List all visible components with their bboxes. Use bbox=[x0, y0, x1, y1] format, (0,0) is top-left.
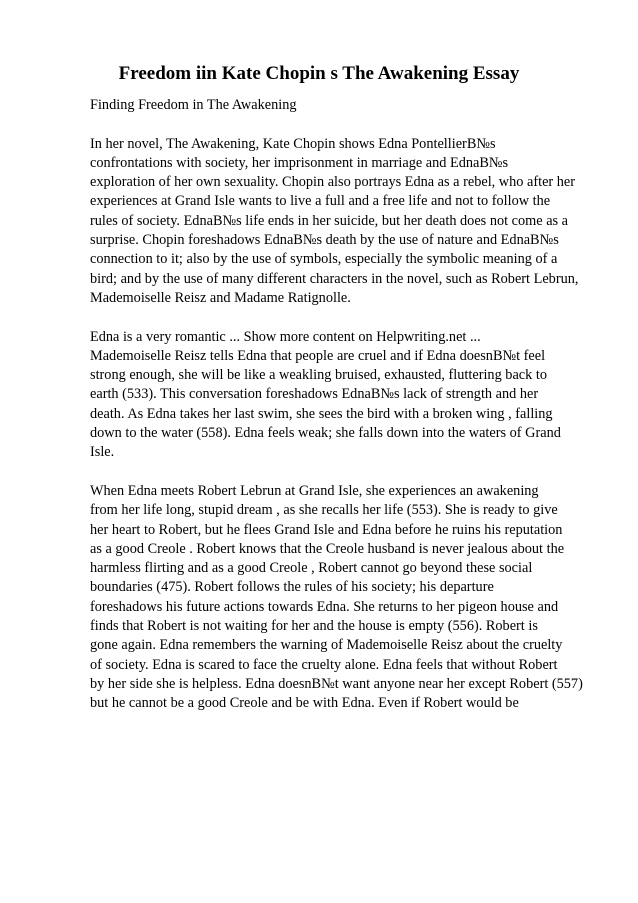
essay-paragraph-intro bbox=[90, 135, 595, 309]
essay-body bbox=[90, 96, 595, 733]
text-line: experiences at Grand Isle wants to live a full and a free life and not to follow the bbox=[90, 193, 551, 210]
text-line: Edna is a very romantic ... Show more content on Helpwriting.net ... bbox=[90, 328, 481, 345]
text-line: harmless flirting and as a good Creole , Robert cannot go beyond these social bbox=[90, 560, 533, 577]
text-line: bird; and by the use of many different characters in the novel, such as Robert Lebrun, bbox=[90, 270, 579, 287]
essay-title: Freedom iin Kate Chopin s The Awakening Essay bbox=[118, 63, 520, 84]
text-line: Isle. bbox=[90, 444, 115, 461]
text-line: Finding Freedom in The Awakening bbox=[90, 97, 297, 113]
text-line: of society. Edna is scared to face the cruelty alone. Edna feels that without Robert bbox=[90, 656, 558, 673]
text-line: rules of society. EdnaВ№s life ends in her suicide, but her death does not come as a bbox=[90, 212, 569, 229]
essay-subtitle-paragraph bbox=[90, 96, 595, 115]
text-line: gone again. Edna remembers the warning of Mademoiselle Reisz about the cruelty bbox=[90, 637, 563, 654]
text-line: strong enough, she will be like a weakling bruised, exhausted, fluttering back to bbox=[90, 367, 547, 384]
text-line: surprise. Chopin foreshadows EdnaВ№s death by the use of nature and EdnaВ№s bbox=[90, 232, 559, 249]
text-line: by her side she is helpless. Edna doesnВ№t want anyone near her except Robert (557) bbox=[90, 675, 583, 692]
text-line: When Edna meets Robert Lebrun at Grand Isle, she experiences an awakening bbox=[90, 482, 539, 499]
text-line: confrontations with society, her imprisonment in marriage and EdnaВ№s bbox=[90, 154, 509, 171]
text-line: earth (533). This conversation foreshadows EdnaВ№s lack of strength and her bbox=[90, 386, 539, 403]
essay-paragraph-robert bbox=[90, 482, 595, 714]
text-line: connection to it; also by the use of symbols, especially the symbolic meaning of a bbox=[90, 251, 558, 268]
text-line: Mademoiselle Reisz tells Edna that people are cruel and if Edna doesnВ№t feel bbox=[90, 347, 546, 364]
text-line: foreshadows his future actions towards Edna. She returns to her pigeon house and bbox=[90, 598, 559, 615]
essay-paragraph-reisz bbox=[90, 328, 595, 463]
text-line: as a good Creole . Robert knows that the Creole husband is never jealous about the bbox=[90, 540, 565, 557]
text-line: death. As Edna takes her last swim, she sees the bird with a broken wing , falling bbox=[90, 405, 553, 422]
text-line: down to the water (558). Edna feels weak; she falls down into the waters of Grand bbox=[90, 425, 561, 442]
text-line: her heart to Robert, but he flees Grand Isle and Edna before he ruins his reputation bbox=[90, 521, 563, 538]
text-line: but he cannot be a good Creole and be with Edna. Even if Robert would be bbox=[90, 695, 519, 712]
text-line: exploration of her own sexuality. Chopin also portrays Edna as a rebel, who after her bbox=[90, 174, 576, 191]
text-line: Mademoiselle Reisz and Madame Ratignolle. bbox=[90, 289, 351, 306]
text-line: In her novel, The Awakening, Kate Chopin shows Edna PontellierВ№s bbox=[90, 135, 496, 152]
text-line: from her life long, stupid dream , as she recalls her life (553). She is ready to give bbox=[90, 502, 558, 519]
text-line: finds that Robert is not waiting for her and the house is empty (556). Robert is bbox=[90, 618, 538, 635]
text-line: boundaries (475). Robert follows the rules of his society; his departure bbox=[90, 579, 494, 596]
